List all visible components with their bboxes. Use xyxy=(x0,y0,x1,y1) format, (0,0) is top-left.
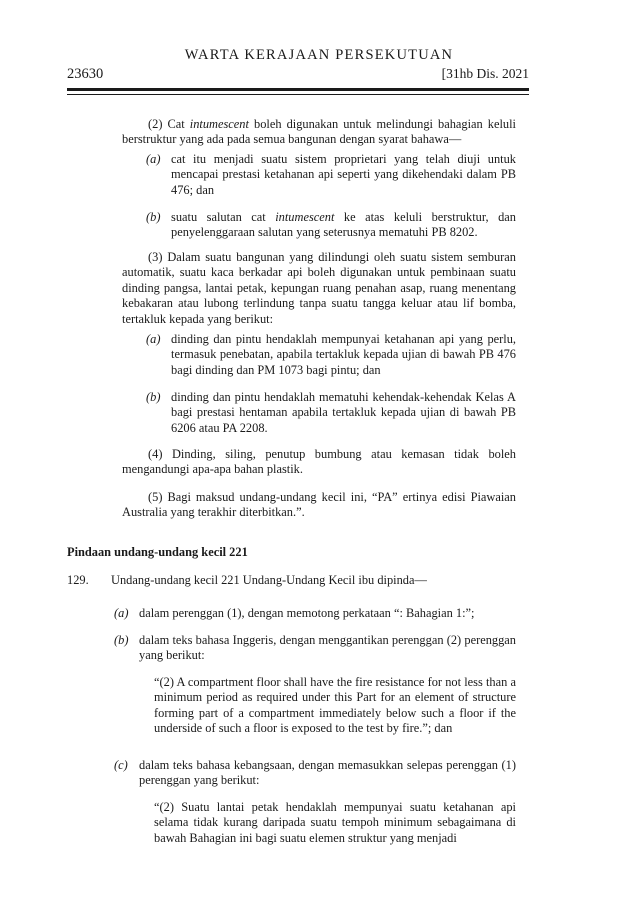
subsection-2-b-text xyxy=(171,210,516,241)
section-129-c-label: (c) xyxy=(114,758,128,772)
header-rule-thick xyxy=(67,88,529,91)
subsection-2-lead-rest: boleh digunakan untuk melindungi bahagian keluli berstruktur yang ada pada semua bangunan dengan syarat bahawa— xyxy=(122,117,516,147)
subsection-5-text: (5) Bagi maksud undang-undang kecil ini, “PA” ertinya edisi Piawaian Australia yang terakhir diterbitkan.”. xyxy=(122,490,516,520)
section-129-c-text: dalam teks bahasa kebangsaan, dengan memasukkan selepas perenggan (1) perenggan yang berikut: xyxy=(139,758,516,788)
subsection-3 xyxy=(122,250,516,327)
section-129-a-label: (a) xyxy=(114,606,129,620)
section-129-b-quote xyxy=(154,675,516,737)
section-129-c-quote-text: “(2) Suatu lantai petak hendaklah mempunyai suatu ketahanan api selama tidak kurang daripada suatu tempoh minimum sebagaimana di bawah Bahagian ini bagi suatu elemen struktur yang menjadi xyxy=(154,800,516,845)
subsection-2-b-text-start: suatu salutan cat xyxy=(171,210,276,224)
subsection-3-text: (3) Dalam suatu bangunan yang dilindungi oleh suatu sistem semburan automatik, suatu kaca berkadar api boleh digunakan untuk pembinaan suatu dinding pangsa, lantai petak, kepungan ruang penahan asap, ruang menentang kebakaran atau lubong terlindung tanpa suatu tangga keluar atau lif bomba, tertakluk kepada yang berikut: xyxy=(122,250,516,326)
section-129-b-quote-text: “(2) A compartment floor shall have the fire resistance for not less than a minimum period as required under this Part for an element of structure forming part of a compartment immediately below such a floor if the underside of such a floor is exposed to the test by fire.”; dan xyxy=(154,675,516,736)
header-rule-thin xyxy=(67,94,529,95)
page-number: 23630 xyxy=(67,66,104,82)
subsection-2-lead: (2) Cat xyxy=(148,117,190,131)
section-heading: Pindaan undang-undang kecil 221 xyxy=(67,545,248,559)
subsection-3-a-text: dinding dan pintu hendaklah mempunyai ketahanan api yang perlu, termasuk penebatan, apabila tertakluk kepada ujian di bawah PB 476 bagi dinding dan PM 1073 bagi pintu; dan xyxy=(171,332,516,377)
issue-date: [31hb Dis. 2021 xyxy=(441,66,529,81)
subsection-2 xyxy=(122,117,516,148)
subsection-2-b-label: (b) xyxy=(146,210,161,224)
subsection-3-b-text: dinding dan pintu hendaklah mematuhi kehendak-kehendak Kelas A bagi prestasi hentaman apabila tertakluk kepada ujian di bawah PB 6206 atau PA 2208. xyxy=(171,390,516,435)
subsection-4-text: (4) Dinding, siling, penutup bumbung atau kemasan tidak boleh mengandungi apa-apa bahan plastik. xyxy=(122,447,516,477)
section-129-b-text: dalam teks bahasa Inggeris, dengan menggantikan perenggan (2) perenggan yang berikut: xyxy=(139,633,516,663)
subsection-2-b-emphasis: intumescent xyxy=(275,210,335,224)
subsection-2-b-text-end: ke atas keluli berstruktur, dan penyelenggaraan salutan yang seterusnya mematuhi PB 8202. xyxy=(171,210,516,240)
section-129-c-quote xyxy=(154,800,516,846)
subsection-3-a-label: (a) xyxy=(146,332,161,346)
page-title: WARTA KERAJAAN PERSEKUTUAN xyxy=(184,47,454,63)
subsection-3-b-label: (b) xyxy=(146,390,161,404)
subsection-2-a-text: cat itu menjadi suatu sistem proprietari yang telah diuji untuk mencapai prestasi ketahanan api seperti yang dikehendaki dalam PB 476; dan xyxy=(171,152,516,197)
section-129-lead: Undang-undang kecil 221 Undang-Undang Kecil ibu dipinda— xyxy=(111,573,427,587)
section-number: 129. xyxy=(67,573,89,587)
subsection-2-a-label: (a) xyxy=(146,152,161,166)
subsection-2-emphasis: intumescent xyxy=(189,117,249,131)
subsection-5 xyxy=(122,490,516,521)
subsection-4 xyxy=(122,447,516,478)
section-129-b-label: (b) xyxy=(114,633,129,647)
section-129-a-text: dalam perenggan (1), dengan memotong perkataan “: Bahagian 1:”; xyxy=(139,606,475,620)
